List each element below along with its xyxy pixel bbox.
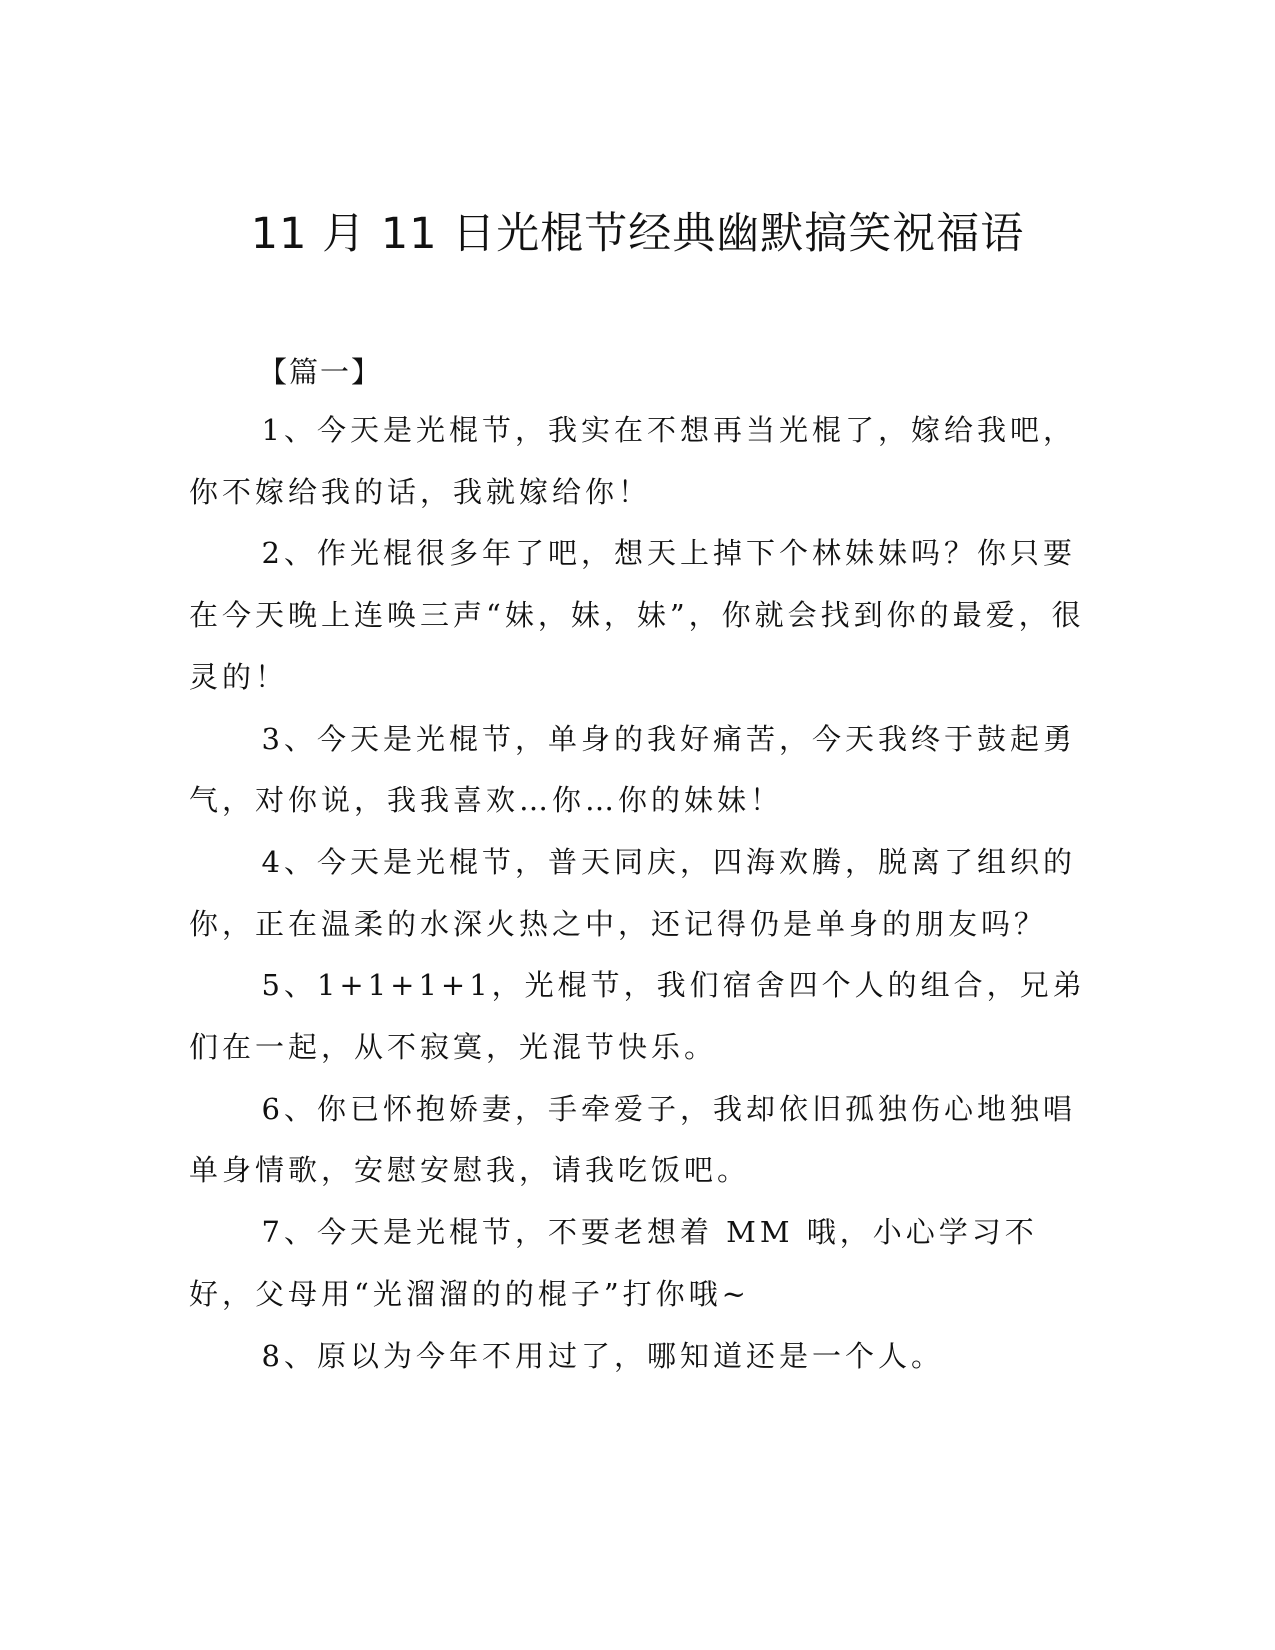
document-body — [189, 400, 1089, 1387]
paragraph: 7、今天是光棍节，不要老想着 MM 哦，小心学习不好，父母用“光溜溜的的棍子”打你哦~ — [189, 1215, 1038, 1311]
paragraph: 3、今天是光棍节，单身的我好痛苦，今天我终于鼓起勇气，对你说，我我喜欢…你…你的妹妹！ — [189, 721, 1076, 818]
paragraph: 1、今天是光棍节，我实在不想再当光棍了，嫁给我吧，你不嫁给我的话，我就嫁给你！ — [189, 413, 1076, 509]
paragraph: 2、作光棍很多年了吧，想天上掉下个林妹妹吗？你只要在今天晚上连唤三声“妹，妹，妹”，你就会找到你的最爱，很灵的！ — [189, 536, 1085, 694]
paragraph: 8、原以为今年不用过了，哪知道还是一个人。 — [261, 1338, 944, 1373]
paragraph: 5、1+1+1+1，光棍节，我们宿舍四个人的组合，兄弟们在一起，从不寂寞，光混节快乐。 — [189, 968, 1086, 1065]
paragraph: 4、今天是光棍节，普天同庆，四海欢腾，脱离了组织的你，正在温柔的水深火热之中，还记得仍是单身的朋友吗？ — [189, 844, 1076, 941]
paragraph: 6、你已怀抱娇妻，手牵爱子，我却依旧孤独伤心地独唱单身情歌，安慰安慰我，请我吃饭吧。 — [189, 1091, 1076, 1188]
document-title: 11 月 11 日光棍节经典幽默搞笑祝福语 — [250, 209, 1025, 259]
section-heading: 【篇一】 — [258, 355, 383, 389]
